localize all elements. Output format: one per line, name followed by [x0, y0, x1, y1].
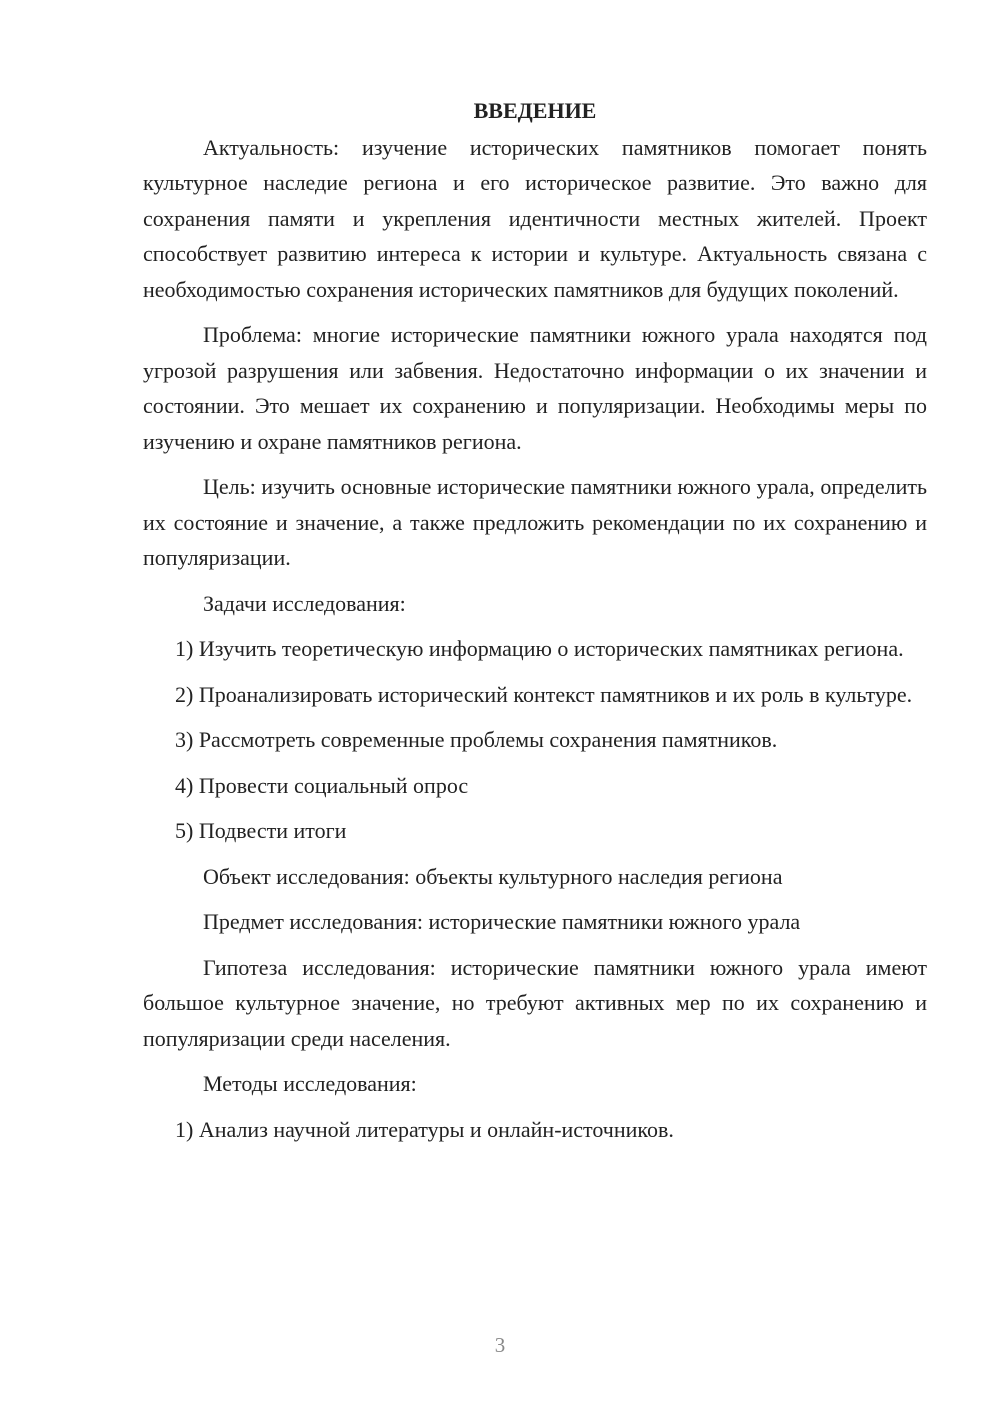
subject-paragraph: Предмет исследования: исторические памятники южного урала [203, 909, 801, 934]
methods-heading: Методы исследования: [203, 1071, 417, 1096]
object-paragraph: Объект исследования: объекты культурного наследия региона [203, 863, 783, 889]
method-item-1: 1) Анализ научной литературы и онлайн-источников. [175, 1116, 674, 1142]
task-item-4: 4) Провести социальный опрос [175, 772, 469, 798]
relevance-paragraph: Актуальность: изучение исторических памятников помогает понять культурное наследие региона и его историческое развитие. Это важно для сохранения памяти и укрепления идентичности местных жителей. Проект способствует развитию интереса к истории и культуре. Актуальность связана с необходимостью сохранения исторических памятников для будущих поколений. [143, 134, 927, 302]
page-number: 3 [494, 1333, 506, 1357]
tasks-heading: Задачи исследования: [203, 590, 406, 616]
goal-paragraph: Цель: изучить основные исторические памятники южного урала, определить их состояние и значение, а также предложить рекомендации по их сохранению и популяризации. [143, 474, 927, 570]
task-item-1: 1) Изучить теоретическую информацию о исторических памятниках региона. [175, 636, 904, 661]
task-item-3: 3) Рассмотреть современные проблемы сохранения памятников. [175, 727, 778, 752]
hypothesis-paragraph: Гипотеза исследования: исторические памятники южного урала имеют большое культурное значение, но требуют активных мер по их сохранению и популяризации среди населения. [143, 954, 927, 1051]
document-page [143, 93, 927, 1157]
problem-paragraph: Проблема: многие исторические памятники южного урала находятся под угрозой разрушения или забвения. Недостаточно информации о их значении и состоянии. Это мешает их сохранению и популяризации. Необходимы меры по изучению и охране памятников региона. [143, 322, 927, 454]
page-title: ВВЕДЕНИЕ [473, 98, 597, 123]
task-item-2: 2) Проанализировать исторический контекст памятников и их роль в культуре. [175, 681, 913, 707]
task-item-5: 5) Подвести итоги [175, 818, 347, 843]
